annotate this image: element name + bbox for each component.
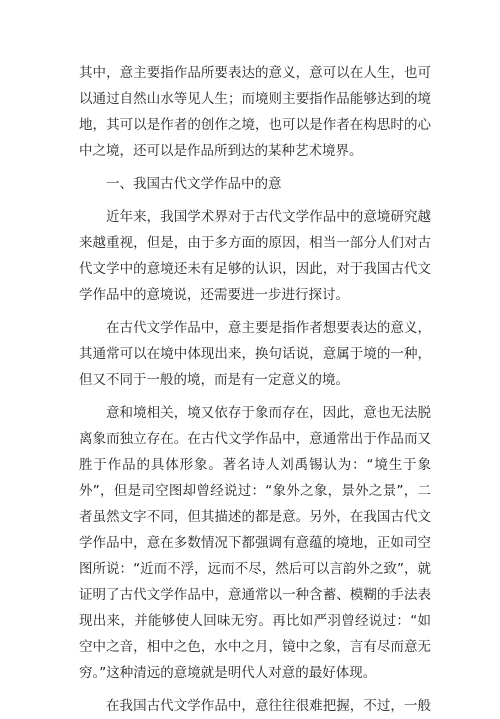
text-line: 学作品中，意在多数情况下都强调有意蕴的境地，正如司空: [79, 535, 431, 551]
text-line: 空中之音，相中之色，水中之月，镜中之象，言有尽而意无: [79, 639, 431, 655]
text-line: 者虽然文字不同，但其描述的都是意。另外，在我国古代文: [79, 509, 431, 525]
text-line: 胜于作品的具体形象。著名诗人刘禹锡认为：“境生于象: [79, 457, 431, 473]
text-line: 现出来，并能够使人回味无穷。再比如严羽曾经说过：“如: [79, 613, 431, 629]
text-line: 来越重视，但是，由于多方面的原因，相当一部分人们对古: [79, 235, 431, 251]
text-line: 意和境相关，境又依存于象而存在，因此，意也无法脱: [106, 405, 431, 421]
section-heading: [79, 171, 431, 197]
text-line: 近年来，我国学术界对于古代文学作品中的意境研究越: [106, 209, 431, 225]
text-line: 穷。”这种清远的意境就是明代人对意的最好体现。: [79, 665, 377, 681]
text-line: 在古代文学作品中，意主要是指作者想要表达的意义，: [106, 320, 431, 336]
text-line: 在我国古代文学作品中，意往往很难把握，不过，一般: [106, 698, 431, 714]
heading-text: 一、我国古代文学作品中的意: [106, 176, 282, 192]
text-line: 地，其可以是作者的创作之境，也可以是作者在构思时的心: [79, 117, 431, 133]
paragraph-difficult-grasp: [79, 693, 431, 719]
text-line: 但又不同于一般的境，而是有一定意义的境。: [79, 372, 349, 388]
text-line: 学作品中的意境说，还需要进一步进行探讨。: [79, 287, 349, 303]
text-line: 中之境，还可以是作品所到达的某种艺术境界。: [79, 143, 363, 159]
text-line: 代文学中的意境还未有足够的认识，因此，对于我国古代文: [79, 261, 431, 277]
document-page: [79, 60, 431, 719]
paragraph-yi-jing-relation: [79, 400, 431, 686]
text-line: 其通常可以在境中体现出来，换句话说，意属于境的一种，: [79, 346, 431, 362]
paragraph-author-meaning: [79, 315, 431, 393]
text-line: 外”，但是司空图却曾经说过：“象外之象，景外之景”，二: [79, 483, 431, 499]
text-line: 证明了古代文学作品中，意通常以一种含蓄、模糊的手法表: [79, 587, 431, 603]
text-line: 离象而独立存在。在古代文学作品中，意通常出于作品而又: [79, 431, 431, 447]
text-line: 其中，意主要指作品所要表达的意义，意可以在人生，也可: [79, 65, 431, 81]
text-line: 以通过自然山水等见人生；而境则主要指作品能够达到的境: [79, 91, 431, 107]
paragraph-recent-years: [79, 204, 431, 308]
paragraph-intro: [79, 60, 431, 164]
text-line: 图所说：“近而不浮，远而不尽，然后可以言韵外之致”，就: [79, 561, 431, 577]
